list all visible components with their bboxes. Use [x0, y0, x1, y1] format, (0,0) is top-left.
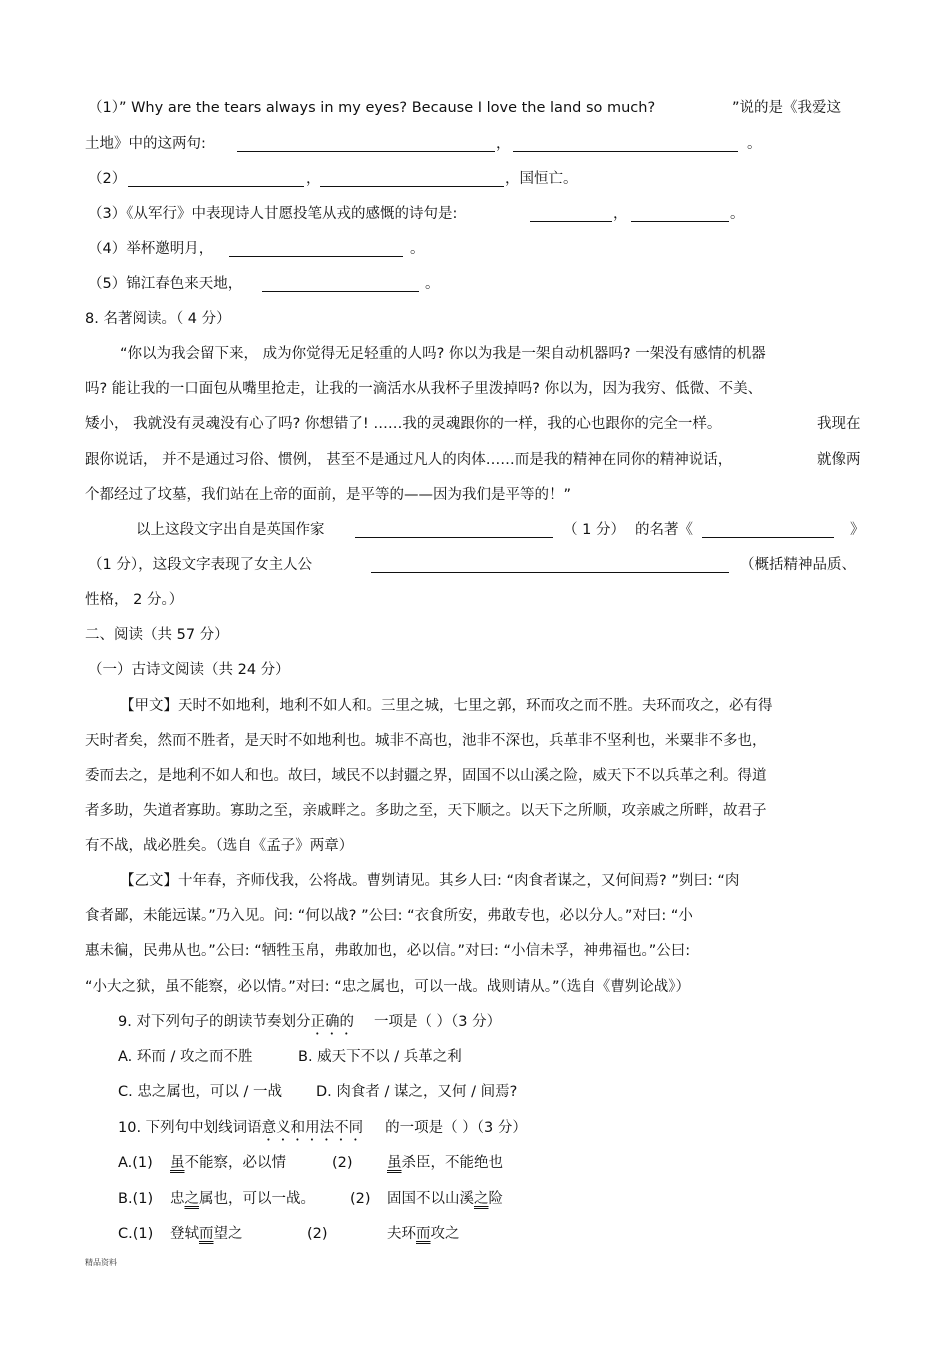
jia-text-line: 天时者矣，然而不胜者，是天时不如地利也。城非不高也，池非不深也，兵革非不坚利也，米粟非不多也，	[85, 733, 767, 749]
yi-text-line: 惠未徧，民弗从也。”公曰: “牺牲玉帛，弗敢加也，必以信。”对曰: “小信未孚，神弗福也。”公曰:	[85, 943, 691, 959]
q10-option-b1	[170, 1190, 315, 1208]
q9-option-c[interactable]: C. 忠之属也，可以 / 一战	[118, 1084, 282, 1100]
q10-stem-c: 的一项是（ ）（3 分）	[385, 1120, 527, 1136]
q7-line2-end: ，国恒亡。	[505, 171, 578, 187]
q7-line3: （3）《从军行》中表现诗人甘愿投笔从戎的感慨的诗句是:	[88, 206, 458, 222]
q8-passage-line-end: 我现在	[817, 416, 861, 432]
period: 。	[410, 241, 425, 257]
answer-blank[interactable]	[513, 151, 738, 152]
period: 。	[747, 136, 762, 152]
q8-passage-line: 吗? 能让我的一口面包从嘴里抢走，让我的一滴活水从我杯子里泼掉吗? 你以为，因为我穷、低微、不美、	[85, 381, 763, 397]
q10-option-a2-label: (2)	[332, 1155, 353, 1171]
q8-score: （ 1 分）	[563, 522, 625, 538]
option-text: 攻之	[430, 1226, 460, 1242]
q8-heading: 8. 名著阅读。（ 4 分）	[85, 311, 231, 327]
answer-blank[interactable]	[371, 572, 729, 573]
q8-question: （1 分），这段文字表现了女主人公	[88, 557, 313, 573]
q10-option-b2-label: (2)	[350, 1191, 371, 1207]
option-text: 固国不以山溪	[387, 1191, 474, 1207]
q9-stem-a: 9. 对下列句子的朗读节奏划分	[118, 1014, 311, 1030]
q8-question: 的名著《	[635, 522, 693, 538]
q7-line5: （5）锦江春色来天地，	[88, 276, 243, 292]
jia-text-line: 【甲文】天时不如地利，地利不如人和。三里之城，七里之郭，环而攻之而不胜。夫环而攻之，必有得	[120, 698, 773, 714]
q8-passage-line: 矮小， 我就没有灵魂没有心了吗? 你想错了! ……我的灵魂跟你的一样，我的心也跟你的完全一样。	[85, 416, 722, 432]
answer-blank[interactable]	[355, 537, 553, 538]
q9-stem	[118, 1013, 501, 1038]
option-text: 忠	[170, 1191, 185, 1207]
jia-text-line: 者多助，失道者寡助。寡助之至，亲戚畔之。多助之至，天下顺之。以天下之所顺，攻亲戚之所畔，故君子	[85, 803, 767, 819]
underlined-word: 而	[199, 1226, 214, 1242]
option-text: 登轼	[170, 1226, 199, 1242]
q10-option-b1-label[interactable]: B.(1)	[118, 1191, 154, 1207]
q7-line1-prompt: （1）” Why are the tears always in my eyes? Because I love the land so much?	[88, 100, 656, 116]
page-footer: 精品资料	[85, 1258, 117, 1267]
q8-passage-line: 个都经过了坟墓，我们站在上帝的面前，是平等的——因为我们是平等的！”	[85, 487, 572, 503]
q8-question: 性格， 2 分。）	[85, 592, 184, 608]
option-text: 杀臣，不能绝也	[401, 1155, 503, 1171]
answer-blank[interactable]	[631, 221, 729, 222]
answer-blank[interactable]	[262, 291, 419, 292]
q10-option-c2-label: (2)	[307, 1226, 328, 1242]
underlined-word: 而	[416, 1226, 431, 1242]
q10-option-c1-label[interactable]: C.(1)	[118, 1226, 154, 1242]
answer-blank[interactable]	[702, 537, 834, 538]
q8-question: （概括精神品质、	[740, 557, 856, 573]
option-text: 不能察，必以情	[184, 1155, 286, 1171]
underlined-word: 虽	[170, 1155, 185, 1171]
answer-blank[interactable]	[320, 186, 504, 187]
yi-text-line: 【乙文】十年春，齐师伐我，公将战。曹刿请见。其乡人曰: “肉食者谋之，又何间焉? ”刿曰: “肉	[120, 873, 740, 889]
q10-option-a2	[387, 1154, 503, 1172]
jia-text-line: 有不战，战必胜矣。（选自《孟子》两章）	[85, 838, 354, 854]
jia-text-line: 委而去之，是地利不如人和也。故曰，域民不以封疆之界，固国不以山溪之险，威天下不以兵革之利。得道	[85, 768, 767, 784]
q8-passage-line: 跟你说话， 并不是通过习俗、惯例， 甚至不是通过凡人的肉体……而是我的精神在同你的精神说话，	[85, 452, 733, 468]
q8-question: 》	[850, 522, 865, 538]
q10-stem-a: 10. 下列句中划线词语	[118, 1120, 262, 1136]
q10-option-a1	[170, 1154, 286, 1172]
q10-emphasis: 意义和用法不同	[261, 1120, 364, 1136]
option-text: 险	[488, 1191, 503, 1207]
q10-option-b2	[387, 1190, 503, 1208]
q9-option-d[interactable]: D. 肉食者 / 谋之，又何 / 间焉?	[316, 1084, 518, 1100]
underlined-word: 之	[474, 1191, 489, 1207]
q8-question: 以上这段文字出自是英国作家	[136, 522, 325, 538]
q9-emphasis: 正确的	[310, 1014, 354, 1030]
q10-option-a1-label[interactable]: A.(1)	[118, 1155, 153, 1171]
answer-blank[interactable]	[229, 256, 403, 257]
underlined-word: 之	[184, 1191, 199, 1207]
subsection-heading: （一）古诗文阅读（共 24 分）	[88, 662, 290, 678]
comma: ，	[496, 136, 511, 152]
comma: ，	[306, 171, 321, 187]
q7-line1-end: ”说的是《我爱这	[732, 100, 842, 116]
section-heading: 二、阅读（共 57 分）	[85, 627, 229, 643]
q7-line2-num: （2）	[88, 171, 127, 187]
answer-blank[interactable]	[530, 221, 612, 222]
answer-blank[interactable]	[128, 186, 304, 187]
q10-stem	[118, 1119, 527, 1144]
q10-option-c1	[170, 1225, 243, 1243]
period: 。	[425, 276, 440, 292]
q8-passage-line: “你以为我会留下来， 成为你觉得无足轻重的人吗? 你以为我是一架自动机器吗? 一架没有感情的机器	[120, 346, 766, 362]
option-text: 夫环	[387, 1226, 416, 1242]
q10-option-c2	[387, 1225, 460, 1243]
yi-text-line: 食者鄙，未能远谋。”乃入见。问: “何以战? ”公曰: “衣食所安，弗敢专也，必以分人。”对曰: “小	[85, 908, 693, 924]
yi-text-line: “小大之狱，虽不能察，必以情。”对曰: “忠之属也，可以一战。战则请从。”（选自《曹刿论战》）	[85, 979, 691, 995]
underlined-word: 虽	[387, 1155, 402, 1171]
q7-line4: （4）举杯邀明月，	[88, 241, 214, 257]
q8-passage-line-end: 就像两	[817, 452, 861, 468]
answer-blank[interactable]	[237, 151, 495, 152]
option-text: 望之	[213, 1226, 243, 1242]
q9-option-b[interactable]: B. 威天下不以 / 兵革之利	[298, 1049, 462, 1065]
period: 。	[730, 206, 745, 222]
comma: ，	[613, 206, 628, 222]
q9-option-a[interactable]: A. 环而 / 攻之而不胜	[118, 1049, 253, 1065]
q9-stem-c: 一项是（ ）（3 分）	[373, 1014, 502, 1030]
option-text: 属也，可以一战。	[199, 1191, 315, 1207]
q7-line1-cont: 土地》中的这两句:	[85, 136, 206, 152]
